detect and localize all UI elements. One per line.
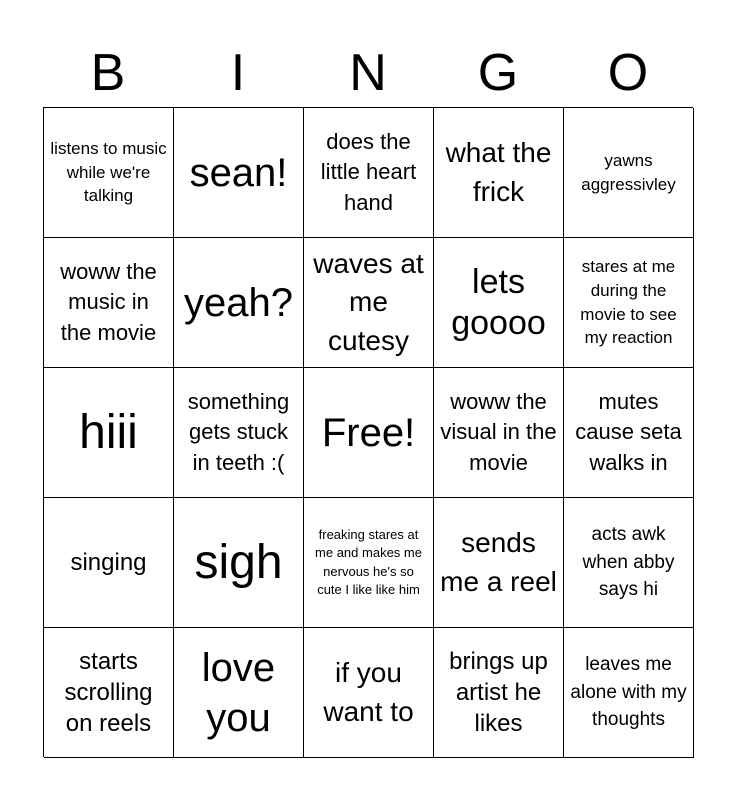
- bingo-cell[interactable]: [434, 498, 564, 628]
- bingo-cell[interactable]: [174, 238, 304, 368]
- bingo-cell[interactable]: [564, 498, 694, 628]
- bingo-cell[interactable]: [564, 368, 694, 498]
- cell-text: love you: [201, 645, 276, 740]
- bingo-board: [43, 107, 693, 757]
- bingo-cell[interactable]: [44, 368, 174, 498]
- cell-text: sends me a reel: [440, 526, 557, 597]
- cell-text: brings up artist he likes: [449, 647, 548, 738]
- bingo-cell[interactable]: [174, 498, 304, 628]
- header-letter-b: B: [90, 44, 126, 102]
- cell-text: acts awk when abby says hi: [582, 524, 675, 601]
- bingo-cell[interactable]: [434, 108, 564, 238]
- bingo-header: [43, 38, 693, 108]
- bingo-cell[interactable]: [44, 628, 174, 758]
- cell-text: sean!: [189, 150, 288, 195]
- bingo-cell[interactable]: [174, 108, 304, 238]
- cell-text: what the frick: [445, 136, 552, 207]
- cell-text: yawns aggressivley: [581, 150, 676, 194]
- cell-text: starts scrolling on reels: [64, 647, 153, 738]
- bingo-cell[interactable]: [304, 238, 434, 368]
- header-letter-o: O: [607, 44, 649, 102]
- cell-text: yeah?: [184, 280, 293, 325]
- cell-text: something gets stuck in teeth :(: [187, 388, 290, 475]
- cell-text: freaking stares at me and makes me nervous he's so cute I like like him: [315, 527, 422, 597]
- header-letter-g: G: [477, 44, 519, 102]
- free-space-text: Free!: [321, 410, 416, 455]
- bingo-cell[interactable]: [174, 368, 304, 498]
- bingo-cell[interactable]: [564, 238, 694, 368]
- cell-text: woww the music in the movie: [60, 258, 157, 345]
- cell-text: waves at me cutesy: [313, 247, 424, 356]
- cell-text: hiii: [79, 405, 138, 459]
- header-letter-i: I: [230, 44, 246, 102]
- bingo-cell[interactable]: [44, 238, 174, 368]
- cell-text: singing: [70, 548, 147, 576]
- bingo-cell[interactable]: [564, 108, 694, 238]
- cell-text: leaves me alone with my thoughts: [570, 654, 687, 731]
- cell-text: woww the visual in the movie: [440, 388, 557, 475]
- bingo-cell[interactable]: [174, 628, 304, 758]
- bingo-cell[interactable]: [434, 628, 564, 758]
- cell-text: listens to music while we're talking: [50, 138, 167, 206]
- bingo-cell[interactable]: [434, 238, 564, 368]
- bingo-cell[interactable]: [304, 628, 434, 758]
- bingo-cell[interactable]: [434, 368, 564, 498]
- bingo-cell[interactable]: [44, 498, 174, 628]
- cell-text: lets goooo: [451, 263, 546, 342]
- cell-text: sigh: [194, 535, 283, 589]
- bingo-cell[interactable]: [304, 498, 434, 628]
- header-letter-n: N: [349, 44, 387, 102]
- free-space-cell[interactable]: [304, 368, 434, 498]
- bingo-cell[interactable]: [304, 108, 434, 238]
- bingo-cell[interactable]: [44, 108, 174, 238]
- cell-text: mutes cause seta walks in: [575, 388, 682, 475]
- cell-text: does the little heart hand: [320, 128, 417, 215]
- cell-text: if you want to: [323, 656, 414, 727]
- bingo-cell[interactable]: [564, 628, 694, 758]
- cell-text: stares at me during the movie to see my reaction: [580, 256, 677, 348]
